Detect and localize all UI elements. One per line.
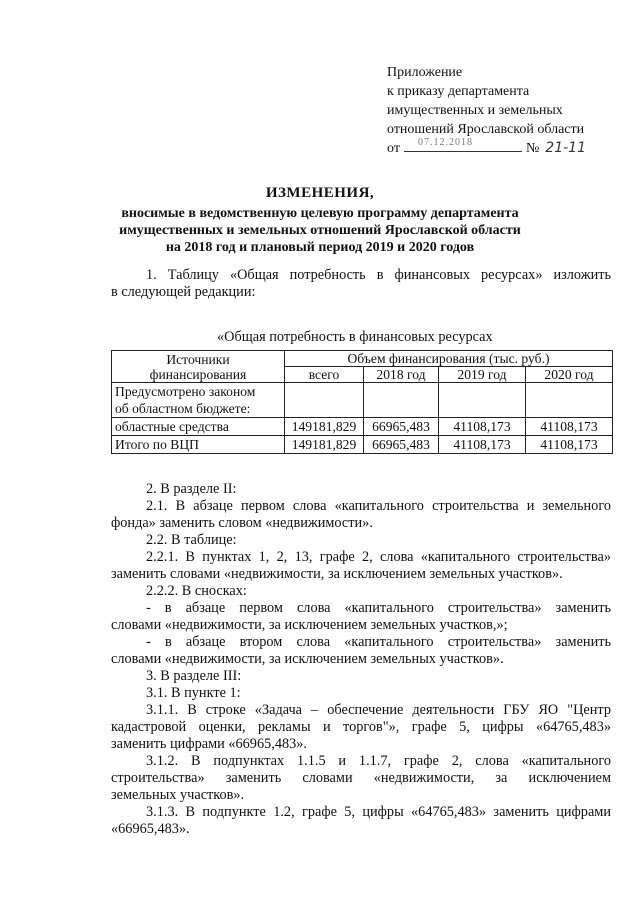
para-2-2-2-b-line-1: - в абзаце втором слова «капитального строительства» заменить [146,634,611,650]
intro-line-1: 1. Таблицу «Общая потребность в финансовых ресурсах» изложить [146,267,611,283]
subheading-line-2: имущественных и земельных отношений Ярославской области [119,223,521,238]
cell-empty [526,383,613,418]
handwritten-number: 21-11 [545,140,586,156]
document-subheading [0,205,640,256]
para-3-1-1-line-1: 3.1.1. В строке «Задача – обеспечение деятельности ГБУ ЯО "Центр [146,702,611,718]
appendix-date-line [387,139,586,158]
row-law-label [112,383,285,418]
cell-2018: 66965,483 [364,436,439,454]
para-2-2-1-line-1: 2.2.1. В пунктах 1, 2, 13, графе 2, слова «капитального строительства» [146,549,611,565]
para-3-1-3-line-1: 3.1.3. В подпункте 1.2, графе 5, цифры «64765,483» заменить цифрами [146,804,611,820]
appendix-line-1: Приложение [387,65,463,80]
cell-2020: 41108,173 [526,436,613,454]
table-row [112,418,613,436]
table-row-law [112,383,613,418]
subheading-line-1: вносимые в ведомственную целевую программу департамента [121,206,519,221]
para-3-1-2-line-3: земельных участков». [111,787,245,803]
appendix-block [387,63,586,158]
handwritten-date: 07.12.2018 [417,137,473,148]
intro-line-2: в следующей редакции: [111,284,256,300]
header-2019: 2019 год [439,367,526,383]
header-volume: Объем финансирования (тыс. руб.) [285,351,613,367]
document-heading: ИЗМЕНЕНИЯ, [265,185,375,201]
row-law-line-1: Предусмотрено законом [115,384,256,399]
para-2-2: 2.2. В таблице: [146,532,237,548]
para-3-1-1-line-3: заменить цифрами «66965,483». [111,736,307,752]
row-law-line-2: об областном бюджете: [115,401,251,416]
cell-total: 149181,829 [285,418,364,436]
table-header-row [112,351,613,367]
cell-2018: 66965,483 [364,418,439,436]
appendix-line-4: отношений Ярославской области [387,122,585,137]
para-2-1-line-1: 2.1. В абзаце первом слова «капитального строительства и земельного [146,498,611,514]
header-2020: 2020 год [526,367,613,383]
row-name: Итого по ВЦП [112,436,285,454]
header-sources-line-2: финансирования [149,366,247,382]
para-2-2-2: 2.2.2. В сносках: [146,583,247,599]
cell-total: 149181,829 [285,436,364,454]
section-3: 3. В разделе III: [146,668,242,684]
cell-empty [285,383,364,418]
header-2018: 2018 год [364,367,439,383]
subheading-line-3: на 2018 год и плановый период 2019 и 2020 годов [165,240,475,255]
date-field [404,139,522,152]
number-label: № [525,141,540,156]
table-caption: «Общая потребность в финансовых ресурсах [217,329,493,345]
para-3-1: 3.1. В пункте 1: [146,685,241,701]
appendix-line-2: к приказу департамента [387,84,530,99]
para-2-2-1-line-2: заменить словами «недвижимости, за исключением земельных участков». [111,566,563,582]
appendix-line-3: имущественных и земельных [387,103,563,118]
para-2-2-2-a-line-1: - в абзаце первом слова «капитального строительства» заменить [146,600,611,616]
para-2-2-2-a-line-2: словами «недвижимости, за исключением земельных участков,»; [111,617,508,633]
para-3-1-1-line-2: кадастровой оценки, рекламы и торгов"», графе 5, цифры «64765,483» [111,719,611,735]
row-name: областные средства [112,418,285,436]
table-row [112,436,613,454]
cell-2019: 41108,173 [439,436,526,454]
header-sources [112,351,285,383]
cell-empty [439,383,526,418]
para-3-1-2-line-1: 3.1.2. В подпунктах 1.1.5 и 1.1.7, графе 2, слова «капитального [146,753,611,769]
section-2: 2. В разделе II: [146,481,237,497]
cell-2020: 41108,173 [526,418,613,436]
financing-table [111,350,613,454]
para-2-2-2-b-line-2: словами «недвижимости, за исключением земельных участков». [111,651,504,667]
cell-empty [364,383,439,418]
header-sources-line-1: Источники [166,351,230,367]
header-total: всего [285,367,364,383]
from-label: от [387,141,400,156]
cell-2019: 41108,173 [439,418,526,436]
para-2-1-line-2: фонда» заменить словом «недвижимости». [111,515,373,531]
para-3-1-3-line-2: «66965,483». [111,821,190,837]
para-3-1-2-line-2: строительства» заменить словами «недвижимости, за исключением [111,770,611,786]
